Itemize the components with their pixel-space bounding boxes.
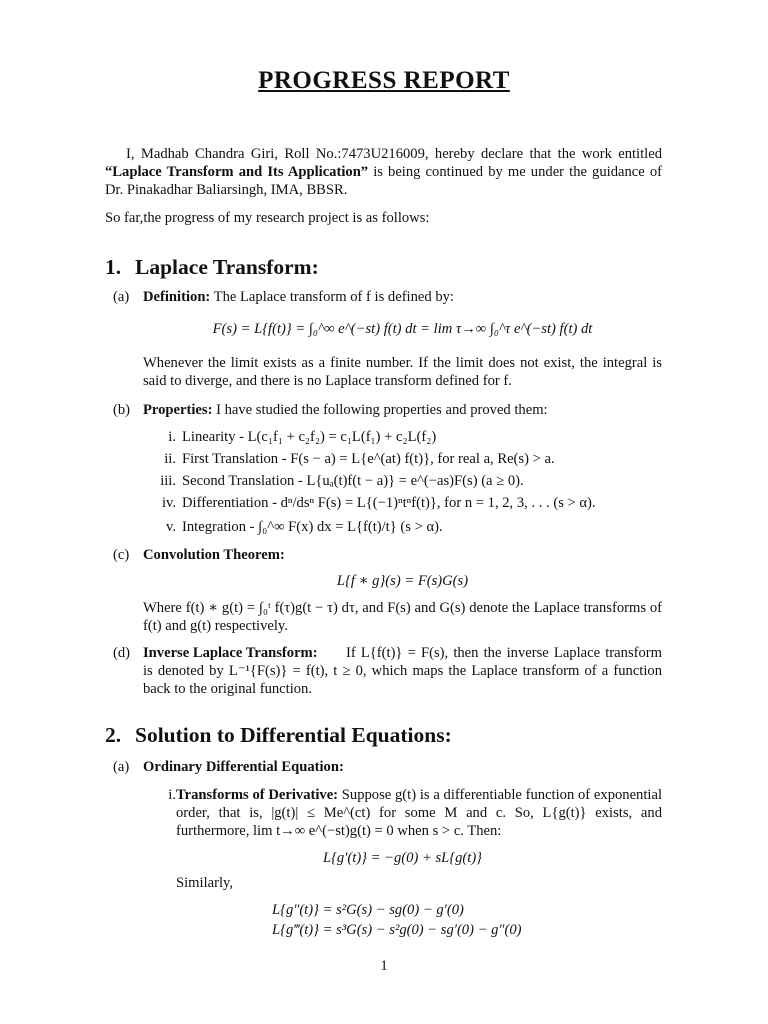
item-2a-i-head: Transforms of Derivative: (176, 787, 339, 803)
item-1b-head: Properties: (143, 402, 213, 418)
section-1-number: 1. (105, 255, 122, 279)
section-2-heading (105, 722, 452, 748)
item-2a-i-text: Suppose g(t) is a differentiable function of exponential order, that is, |g(t)| ≤ Me^(ct) for some M and c. So, L{g(t)} exists, and furthermore, lim t→∞ e^(−st)g(t) = 0 when s > c. Then: (176, 787, 662, 839)
property-text: First Translation - F(s − a) = L{e^(at) f(t)}, for real a, Re(s) > a. (182, 451, 555, 467)
second-derivative-formula: L{g″(t)} = s²G(s) − sg(0) − g′(0) (272, 902, 464, 918)
item-1a-label: (a) (113, 289, 130, 305)
property-item (152, 519, 662, 537)
section-1-heading (105, 254, 319, 280)
item-1b-label: (b) (113, 402, 131, 418)
item-1c-after: Where f(t) ∗ g(t) = ∫₀ᵗ f(τ)g(t − τ) dτ, and F(s) and G(s) denote the Laplace transforms of f(t) and g(t) respectively. (143, 600, 662, 634)
item-1d-label: (d) (113, 645, 131, 661)
page-number: 1 (380, 958, 388, 974)
item-2a-i-number: i. (168, 787, 176, 803)
item-2a (113, 759, 662, 777)
intro-suffix: is being continued by me under the guidance of Dr. Pinakadhar Baliarsingh, IMA, BBSR. (105, 163, 662, 198)
section-2-title: Solution to Differential Equations: (135, 723, 452, 747)
property-number: v. (166, 519, 176, 535)
property-number: iii. (160, 473, 176, 489)
item-1a-head: Definition: (143, 289, 211, 305)
laplace-definition-formula: F(s) = L{f(t)} = ∫₀^∞ e^(−st) f(t) dt = lim τ→∞ ∫₀^τ e^(−st) f(t) dt (212, 321, 593, 337)
property-item (152, 473, 662, 491)
item-1b-text: I have studied the following properties and proved them: (212, 402, 548, 418)
section-1-title: Laplace Transform: (135, 255, 319, 279)
property-item (152, 495, 662, 513)
property-text: Linearity - L(c₁f₁ + c₂f₂) = c₁L(f₁) + c₂L(f₂) (182, 429, 437, 445)
property-text: Integration - ∫₀^∞ F(x) dx = L{f(t)/t} (s > α). (182, 519, 443, 535)
item-2a-label: (a) (113, 759, 130, 775)
intro-paragraph (105, 146, 662, 199)
item-1c (113, 547, 662, 565)
section-2-number: 2. (105, 723, 122, 747)
item-1c-label: (c) (113, 547, 130, 563)
item-1a-after: Whenever the limit exists as a finite number. If the limit does not exist, the integral is said to diverge, and there is no Laplace transform defined for f. (143, 355, 662, 389)
item-1c-head: Convolution Theorem: (143, 547, 285, 563)
derivative-formula: L{g′(t)} = −g(0) + sL{g(t)} (322, 850, 483, 866)
item-2a-head: Ordinary Differential Equation: (143, 759, 344, 775)
item-1d-head: Inverse Laplace Transform: (143, 645, 318, 661)
project-title: “Laplace Transform and Its Application” (105, 163, 369, 180)
similarly-text: Similarly, (176, 875, 234, 891)
progress-line: So far,the progress of my research project is as follows: (105, 210, 430, 226)
third-derivative-formula: L{g‴(t)} = s³G(s) − s²g(0) − sg′(0) − g″(0) (272, 922, 522, 938)
property-number: ii. (164, 451, 176, 467)
property-item (152, 429, 662, 447)
property-text: Differentiation - dⁿ/dsⁿ F(s) = L{(−1)ⁿtⁿf(t)}, for n = 1, 2, 3, . . . (s > α). (182, 495, 596, 511)
property-text: Second Translation - L{uₐ(t)f(t − a)} = e^(−as)F(s) (a ≥ 0). (182, 473, 524, 489)
intro-prefix: I, Madhab Chandra Giri, Roll No.:7473U216009, hereby declare that the work entitled (126, 146, 662, 162)
item-2a-i-body (176, 787, 662, 840)
item-1a (113, 289, 662, 307)
item-1d-text: If L{f(t)} = F(s), then the inverse Laplace transform is denoted by L⁻¹{F(s)} = f(t), t ≥ 0, which maps the Laplace transform of a function back to the original function. (143, 645, 662, 697)
property-number: i. (168, 429, 176, 445)
convolution-formula: L{f ∗ g}(s) = F(s)G(s) (336, 573, 469, 589)
page-title: PROGRESS REPORT (258, 67, 510, 94)
item-1b (113, 402, 662, 420)
property-number: iv. (161, 495, 176, 511)
property-item (152, 451, 662, 469)
item-1a-text: The Laplace transform of f is defined by: (210, 289, 454, 305)
